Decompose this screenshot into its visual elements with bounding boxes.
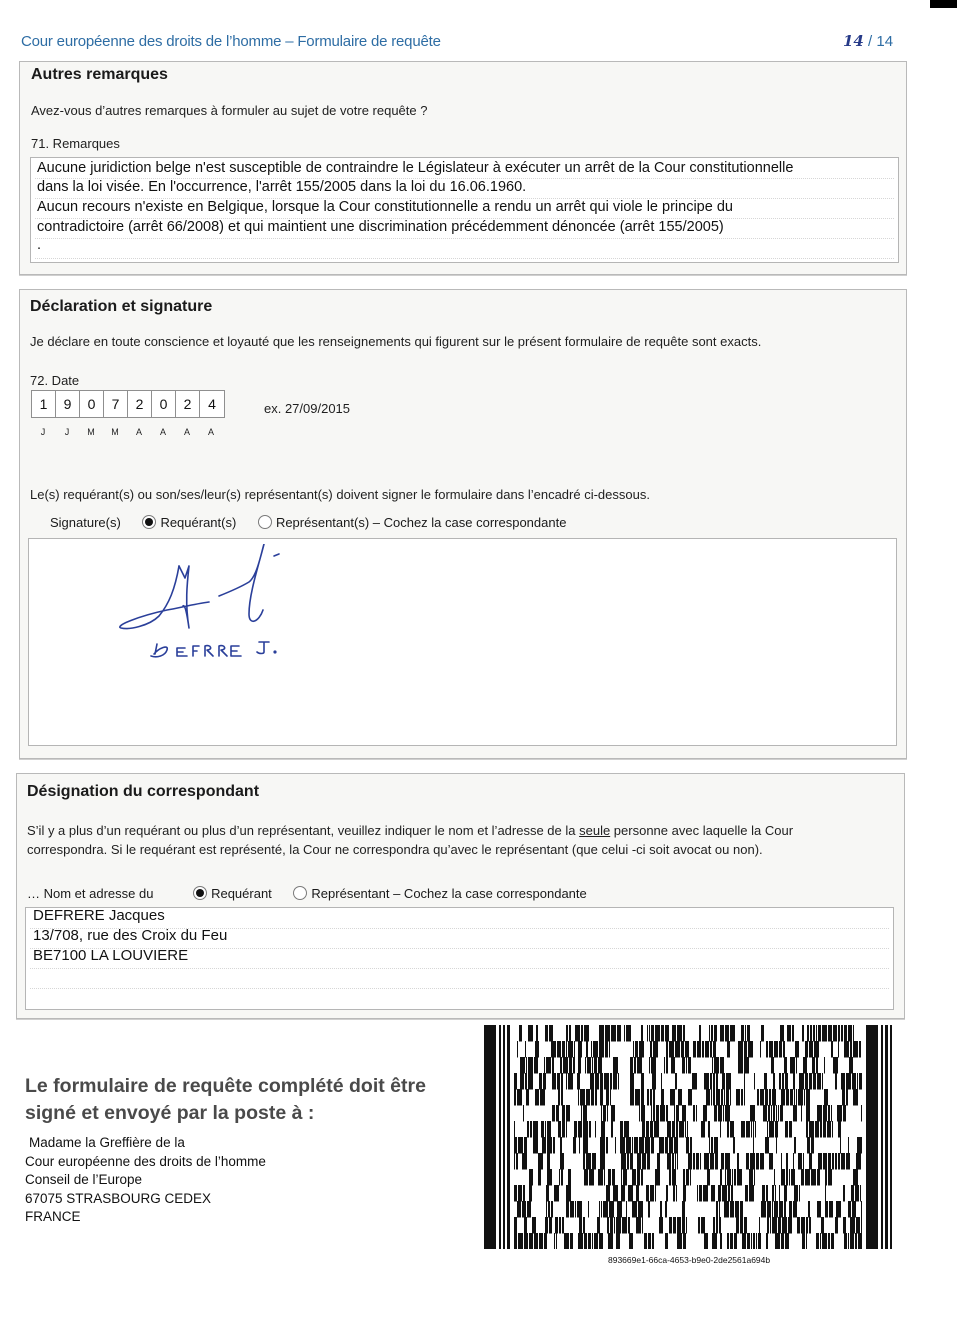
address-line: Conseil de l’Europe bbox=[25, 1172, 143, 1187]
date-format-label: M bbox=[111, 427, 119, 437]
date-format-label: A bbox=[183, 427, 190, 437]
address-line: 13/708, rue des Croix du Feu bbox=[33, 927, 228, 944]
radio-label: Représentant(s) – Cochez la case correspondante bbox=[275, 515, 567, 530]
date-digit[interactable]: 0 bbox=[152, 391, 176, 417]
radio-representant[interactable] bbox=[293, 886, 586, 901]
date-digit[interactable]: 2 bbox=[176, 391, 200, 417]
correspondant-radio-group bbox=[27, 886, 605, 901]
radio-checked-icon[interactable] bbox=[142, 515, 156, 529]
radio-label: Représentant – Cochez la case correspondante bbox=[311, 886, 587, 901]
address-line: DEFRERE Jacques bbox=[33, 907, 165, 924]
address-line: BE7100 LA LOUVIERE bbox=[33, 947, 189, 964]
remark-line: Aucun recours n'existe en Belgique, lorsque la Cour constitutionnelle a rendu un arrêt qui viole le principe du bbox=[37, 199, 733, 215]
remarks-field-label: 71. Remarques bbox=[31, 136, 120, 151]
ruled-line bbox=[35, 258, 894, 259]
date-digit[interactable]: 2 bbox=[128, 391, 152, 417]
radio-requerant[interactable] bbox=[193, 886, 272, 901]
date-format-label: A bbox=[135, 427, 142, 437]
section-title: Désignation du correspondant bbox=[27, 783, 260, 800]
footer-title-line: Le formulaire de requête complété doit être bbox=[25, 1075, 426, 1097]
section-correspondant bbox=[16, 773, 905, 1019]
remark-line: dans la loi visée. En l'occurrence, l'arrêt 155/2005 dans la loi du 16.06.1960. bbox=[37, 179, 527, 195]
form-header-title: Cour européenne des droits de l’homme – Formulaire de requête bbox=[21, 33, 441, 50]
radio-requerant[interactable] bbox=[142, 515, 236, 530]
barcode-id: 893669e1-66ca-4653-b9e0-2de2561a694b bbox=[608, 1255, 771, 1265]
remark-line: contradictoire (arrêt 66/2008) et qui maintient une discrimination précédemment dénoncée (arrêt 155/2005) bbox=[37, 219, 724, 235]
signature-box[interactable] bbox=[28, 538, 897, 746]
remark-line: Aucune juridiction belge n'est susceptible de contraindre le Législateur à exécuter un arrêt de la Cour constitutionnelle bbox=[37, 160, 794, 176]
field-label: … Nom et adresse du bbox=[27, 886, 154, 901]
section-declaration bbox=[19, 289, 907, 759]
remarks-question: Avez-vous d’autres remarques à formuler au sujet de votre requête ? bbox=[31, 103, 428, 118]
correspondant-instruction bbox=[27, 821, 897, 859]
address-line: FRANCE bbox=[25, 1209, 81, 1224]
date-digit[interactable]: 0 bbox=[80, 391, 104, 417]
remark-line: . bbox=[37, 237, 42, 253]
instruction-text: S’il y a plus d’un requérant ou plus d’un représentant, veuillez indiquer le nom et l’adresse de la bbox=[27, 823, 580, 838]
address-line: 67075 STRASBOURG CEDEX bbox=[25, 1190, 212, 1206]
date-digit[interactable]: 7 bbox=[104, 391, 128, 417]
instruction-text: correspondra. Si le requérant est représenté, la Cour ne correspondra qu’avec le représentant (que celui -ci soit avocat ou non). bbox=[27, 842, 763, 857]
date-format-label: A bbox=[207, 427, 214, 437]
address-line: Cour européenne des droits de l’homme bbox=[25, 1153, 266, 1169]
handwritten-signature-icon bbox=[99, 544, 359, 664]
radio-checked-icon[interactable] bbox=[193, 886, 207, 900]
page-number bbox=[843, 32, 893, 50]
date-digit[interactable]: 4 bbox=[208, 396, 216, 412]
date-example: ex. 27/09/2015 bbox=[264, 401, 351, 416]
footer-title-line: signé et envoyé par la poste à : bbox=[25, 1102, 315, 1124]
date-field-label: 72. Date bbox=[30, 373, 80, 388]
remarks-textarea[interactable] bbox=[30, 157, 899, 263]
scan-corner-mark bbox=[930, 0, 957, 8]
signature-radio-group bbox=[30, 515, 584, 530]
declaration-statement: Je déclare en toute conscience et loyauté que les renseignements qui figurent sur le présent formulaire de requête sont exacts. bbox=[30, 334, 762, 349]
address-line: Madame la Greffière de la bbox=[29, 1135, 185, 1150]
date-format-label: J bbox=[64, 427, 70, 437]
radio-unchecked-icon[interactable] bbox=[258, 515, 272, 529]
sign-instruction: Le(s) requérant(s) ou son/ses/leur(s) représentant(s) doivent signer le formulaire dans l’encadré ci-dessous. bbox=[30, 487, 650, 502]
date-format-label: A bbox=[159, 427, 166, 437]
ruled-line bbox=[30, 988, 889, 989]
date-format-labels bbox=[31, 427, 223, 437]
date-format-label: J bbox=[40, 427, 46, 437]
radio-label: Requérant(s) bbox=[160, 515, 237, 530]
instruction-underlined: seule bbox=[579, 823, 611, 838]
ruled-line bbox=[30, 968, 889, 969]
section-title: Autres remarques bbox=[31, 66, 168, 83]
date-digit[interactable]: 9 bbox=[56, 391, 80, 417]
date-format-label: M bbox=[87, 427, 95, 437]
signature-label: Signature(s) bbox=[50, 515, 121, 530]
mailing-address bbox=[25, 1134, 266, 1227]
radio-label: Requérant bbox=[211, 886, 272, 901]
radio-unchecked-icon[interactable] bbox=[293, 886, 307, 900]
date-digit[interactable]: 1 bbox=[32, 391, 56, 417]
section-title: Déclaration et signature bbox=[30, 298, 213, 315]
footer-title bbox=[25, 1073, 426, 1127]
page-number-handwritten: 14 bbox=[843, 32, 864, 50]
radio-representant[interactable] bbox=[258, 515, 567, 530]
date-input[interactable] bbox=[31, 390, 225, 418]
page-number-total: / 14 bbox=[868, 33, 894, 50]
ruled-line bbox=[35, 238, 894, 239]
instruction-text: personne avec laquelle la Cour bbox=[610, 823, 794, 838]
section-autres-remarques bbox=[19, 61, 907, 275]
pdf417-barcode-icon bbox=[484, 1025, 896, 1249]
barcode-rows bbox=[514, 1025, 862, 1249]
address-textarea[interactable] bbox=[25, 907, 894, 1010]
